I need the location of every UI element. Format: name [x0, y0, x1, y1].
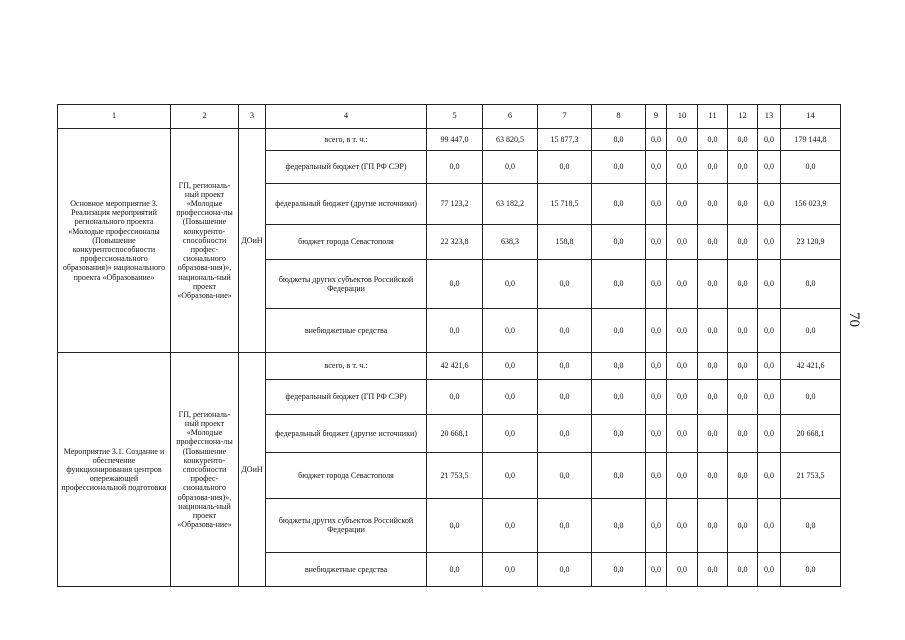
amount-cell: 0,0: [667, 498, 698, 552]
amount-cell: 0,0: [758, 498, 781, 552]
amount-cell: 0,0: [728, 151, 758, 184]
amount-cell: 0,0: [483, 553, 538, 587]
funding-source-cell: федеральный бюджет (другие источники): [266, 183, 427, 224]
amount-cell: 0,0: [728, 379, 758, 414]
amount-cell: 0,0: [592, 309, 646, 353]
amount-cell: 0,0: [592, 224, 646, 259]
funding-source-cell: внебюджетные средства: [266, 553, 427, 587]
amount-cell: 0,0: [483, 353, 538, 380]
funding-source-cell: всего, в т. ч.:: [266, 353, 427, 380]
amount-cell: 0,0: [667, 224, 698, 259]
amount-cell: 0,0: [483, 414, 538, 452]
table-row: [58, 353, 841, 380]
amount-cell: 0,0: [698, 309, 728, 353]
amount-cell: 0,0: [538, 151, 592, 184]
amount-cell: 20 668,1: [781, 414, 841, 452]
amount-cell: 0,0: [698, 128, 728, 151]
column-number: 4: [266, 105, 427, 129]
amount-cell: 99 447,0: [427, 128, 483, 151]
column-number: 2: [171, 105, 239, 129]
amount-cell: 0,0: [646, 452, 667, 498]
funding-source-cell: бюджеты других субъектов Российской Федерации: [266, 498, 427, 552]
executor-cell: ДОиН: [239, 128, 266, 353]
amount-cell: 0,0: [646, 224, 667, 259]
activity-name-cell: Основное мероприятие 3. Реализация мероприятий регионального проекта «Молодые профессионалы (Повышение конкурентоспособности профессионального образования)» национального проекта «Образование»: [58, 128, 171, 353]
amount-cell: 0,0: [667, 309, 698, 353]
amount-cell: 0,0: [667, 452, 698, 498]
amount-cell: 0,0: [667, 128, 698, 151]
amount-cell: 0,0: [538, 553, 592, 587]
funding-source-cell: федеральный бюджет (ГП РФ СЭР): [266, 151, 427, 184]
amount-cell: 0,0: [667, 379, 698, 414]
column-number: 9: [646, 105, 667, 129]
amount-cell: 0,0: [592, 379, 646, 414]
amount-cell: 0,0: [667, 553, 698, 587]
amount-cell: 0,0: [728, 224, 758, 259]
funding-source-cell: всего, в т. ч.:: [266, 128, 427, 151]
amount-cell: 0,0: [698, 183, 728, 224]
amount-cell: 0,0: [427, 498, 483, 552]
amount-cell: 0,0: [538, 353, 592, 380]
amount-cell: 0,0: [728, 553, 758, 587]
amount-cell: 0,0: [646, 183, 667, 224]
amount-cell: 0,0: [667, 151, 698, 184]
executor-cell: ДОиН: [239, 353, 266, 587]
funding-source-cell: федеральный бюджет (ГП РФ СЭР): [266, 379, 427, 414]
amount-cell: 0,0: [646, 379, 667, 414]
amount-cell: 0,0: [667, 353, 698, 380]
amount-cell: 0,0: [781, 379, 841, 414]
amount-cell: 0,0: [698, 498, 728, 552]
amount-cell: 0,0: [728, 353, 758, 380]
amount-cell: 0,0: [781, 553, 841, 587]
amount-cell: 0,0: [728, 128, 758, 151]
amount-cell: 0,0: [698, 224, 728, 259]
amount-cell: 0,0: [728, 498, 758, 552]
amount-cell: 21 753,5: [427, 452, 483, 498]
amount-cell: 0,0: [592, 128, 646, 151]
amount-cell: 156 023,9: [781, 183, 841, 224]
funding-source-cell: федеральный бюджет (другие источники): [266, 414, 427, 452]
amount-cell: 0,0: [538, 414, 592, 452]
amount-cell: 0,0: [728, 309, 758, 353]
amount-cell: 638,3: [483, 224, 538, 259]
amount-cell: 0,0: [646, 151, 667, 184]
amount-cell: 0,0: [667, 259, 698, 308]
amount-cell: 22 323,8: [427, 224, 483, 259]
amount-cell: 15 877,3: [538, 128, 592, 151]
amount-cell: 0,0: [698, 379, 728, 414]
amount-cell: 0,0: [698, 414, 728, 452]
amount-cell: 0,0: [698, 259, 728, 308]
amount-cell: 0,0: [698, 353, 728, 380]
amount-cell: 158,8: [538, 224, 592, 259]
amount-cell: 0,0: [538, 259, 592, 308]
amount-cell: 0,0: [698, 452, 728, 498]
amount-cell: 179 144,8: [781, 128, 841, 151]
amount-cell: 0,0: [538, 452, 592, 498]
amount-cell: 0,0: [483, 151, 538, 184]
column-number-row: [58, 105, 841, 129]
amount-cell: 0,0: [698, 151, 728, 184]
column-number: 3: [239, 105, 266, 129]
amount-cell: 0,0: [427, 309, 483, 353]
program-cell: ГП, региональ-ный проект «Молодые профессиона-лы (Повышение конкуренто-способности профес-сионального образова-ния)», националь-ный проект «Образова-ние»: [171, 128, 239, 353]
amount-cell: 0,0: [483, 498, 538, 552]
funding-source-cell: бюджет города Севастополя: [266, 452, 427, 498]
amount-cell: 0,0: [667, 183, 698, 224]
amount-cell: 0,0: [781, 309, 841, 353]
amount-cell: 0,0: [758, 379, 781, 414]
amount-cell: 0,0: [698, 553, 728, 587]
table-row: [58, 128, 841, 151]
amount-cell: 0,0: [758, 151, 781, 184]
amount-cell: 0,0: [728, 452, 758, 498]
amount-cell: 0,0: [758, 309, 781, 353]
amount-cell: 0,0: [592, 553, 646, 587]
amount-cell: 0,0: [646, 353, 667, 380]
amount-cell: 0,0: [483, 452, 538, 498]
amount-cell: 0,0: [728, 259, 758, 308]
amount-cell: 42 421,6: [427, 353, 483, 380]
amount-cell: 0,0: [758, 128, 781, 151]
amount-cell: 20 668,1: [427, 414, 483, 452]
amount-cell: 0,0: [427, 379, 483, 414]
amount-cell: 0,0: [592, 498, 646, 552]
amount-cell: 0,0: [728, 183, 758, 224]
page-number: 70: [846, 312, 862, 327]
amount-cell: 0,0: [728, 414, 758, 452]
amount-cell: 0,0: [427, 553, 483, 587]
amount-cell: 63 182,2: [483, 183, 538, 224]
amount-cell: 0,0: [592, 414, 646, 452]
amount-cell: 0,0: [646, 309, 667, 353]
column-number: 10: [667, 105, 698, 129]
amount-cell: 0,0: [646, 498, 667, 552]
amount-cell: 15 718,5: [538, 183, 592, 224]
amount-cell: 23 120,9: [781, 224, 841, 259]
funding-source-cell: бюджет города Севастополя: [266, 224, 427, 259]
amount-cell: 0,0: [592, 183, 646, 224]
amount-cell: 0,0: [427, 259, 483, 308]
amount-cell: 0,0: [758, 353, 781, 380]
amount-cell: 0,0: [483, 259, 538, 308]
column-number: 6: [483, 105, 538, 129]
column-number: 11: [698, 105, 728, 129]
amount-cell: 0,0: [483, 309, 538, 353]
budget-table: [57, 104, 841, 587]
activity-name-cell: Мероприятие 3.1. Создание и обеспечение функционирования центров опережающей профессиональной подготовки: [58, 353, 171, 587]
amount-cell: 0,0: [758, 452, 781, 498]
amount-cell: 0,0: [758, 259, 781, 308]
column-number: 1: [58, 105, 171, 129]
amount-cell: 0,0: [427, 151, 483, 184]
amount-cell: 0,0: [592, 151, 646, 184]
amount-cell: 63 820,5: [483, 128, 538, 151]
amount-cell: 42 421,6: [781, 353, 841, 380]
amount-cell: 0,0: [758, 414, 781, 452]
amount-cell: 0,0: [538, 379, 592, 414]
amount-cell: 0,0: [483, 379, 538, 414]
column-number: 7: [538, 105, 592, 129]
amount-cell: 0,0: [667, 414, 698, 452]
amount-cell: 0,0: [538, 498, 592, 552]
amount-cell: 0,0: [758, 183, 781, 224]
amount-cell: 0,0: [646, 553, 667, 587]
amount-cell: 0,0: [646, 128, 667, 151]
amount-cell: 0,0: [538, 309, 592, 353]
funding-source-cell: внебюджетные средства: [266, 309, 427, 353]
amount-cell: 0,0: [781, 151, 841, 184]
amount-cell: 0,0: [592, 452, 646, 498]
amount-cell: 0,0: [592, 353, 646, 380]
amount-cell: 0,0: [758, 224, 781, 259]
amount-cell: 0,0: [781, 498, 841, 552]
amount-cell: 0,0: [592, 259, 646, 308]
column-number: 13: [758, 105, 781, 129]
amount-cell: 0,0: [758, 553, 781, 587]
amount-cell: 21 753,5: [781, 452, 841, 498]
column-number: 8: [592, 105, 646, 129]
amount-cell: 77 123,2: [427, 183, 483, 224]
amount-cell: 0,0: [646, 259, 667, 308]
column-number: 12: [728, 105, 758, 129]
column-number: 14: [781, 105, 841, 129]
column-number: 5: [427, 105, 483, 129]
amount-cell: 0,0: [646, 414, 667, 452]
amount-cell: 0,0: [781, 259, 841, 308]
program-cell: ГП, региональ-ный проект «Молодые профессиона-лы (Повышение конкуренто-способности профес-сионального образова-ния)», националь-ный проект «Образова-ние»: [171, 353, 239, 587]
funding-source-cell: бюджеты других субъектов Российской Федерации: [266, 259, 427, 308]
